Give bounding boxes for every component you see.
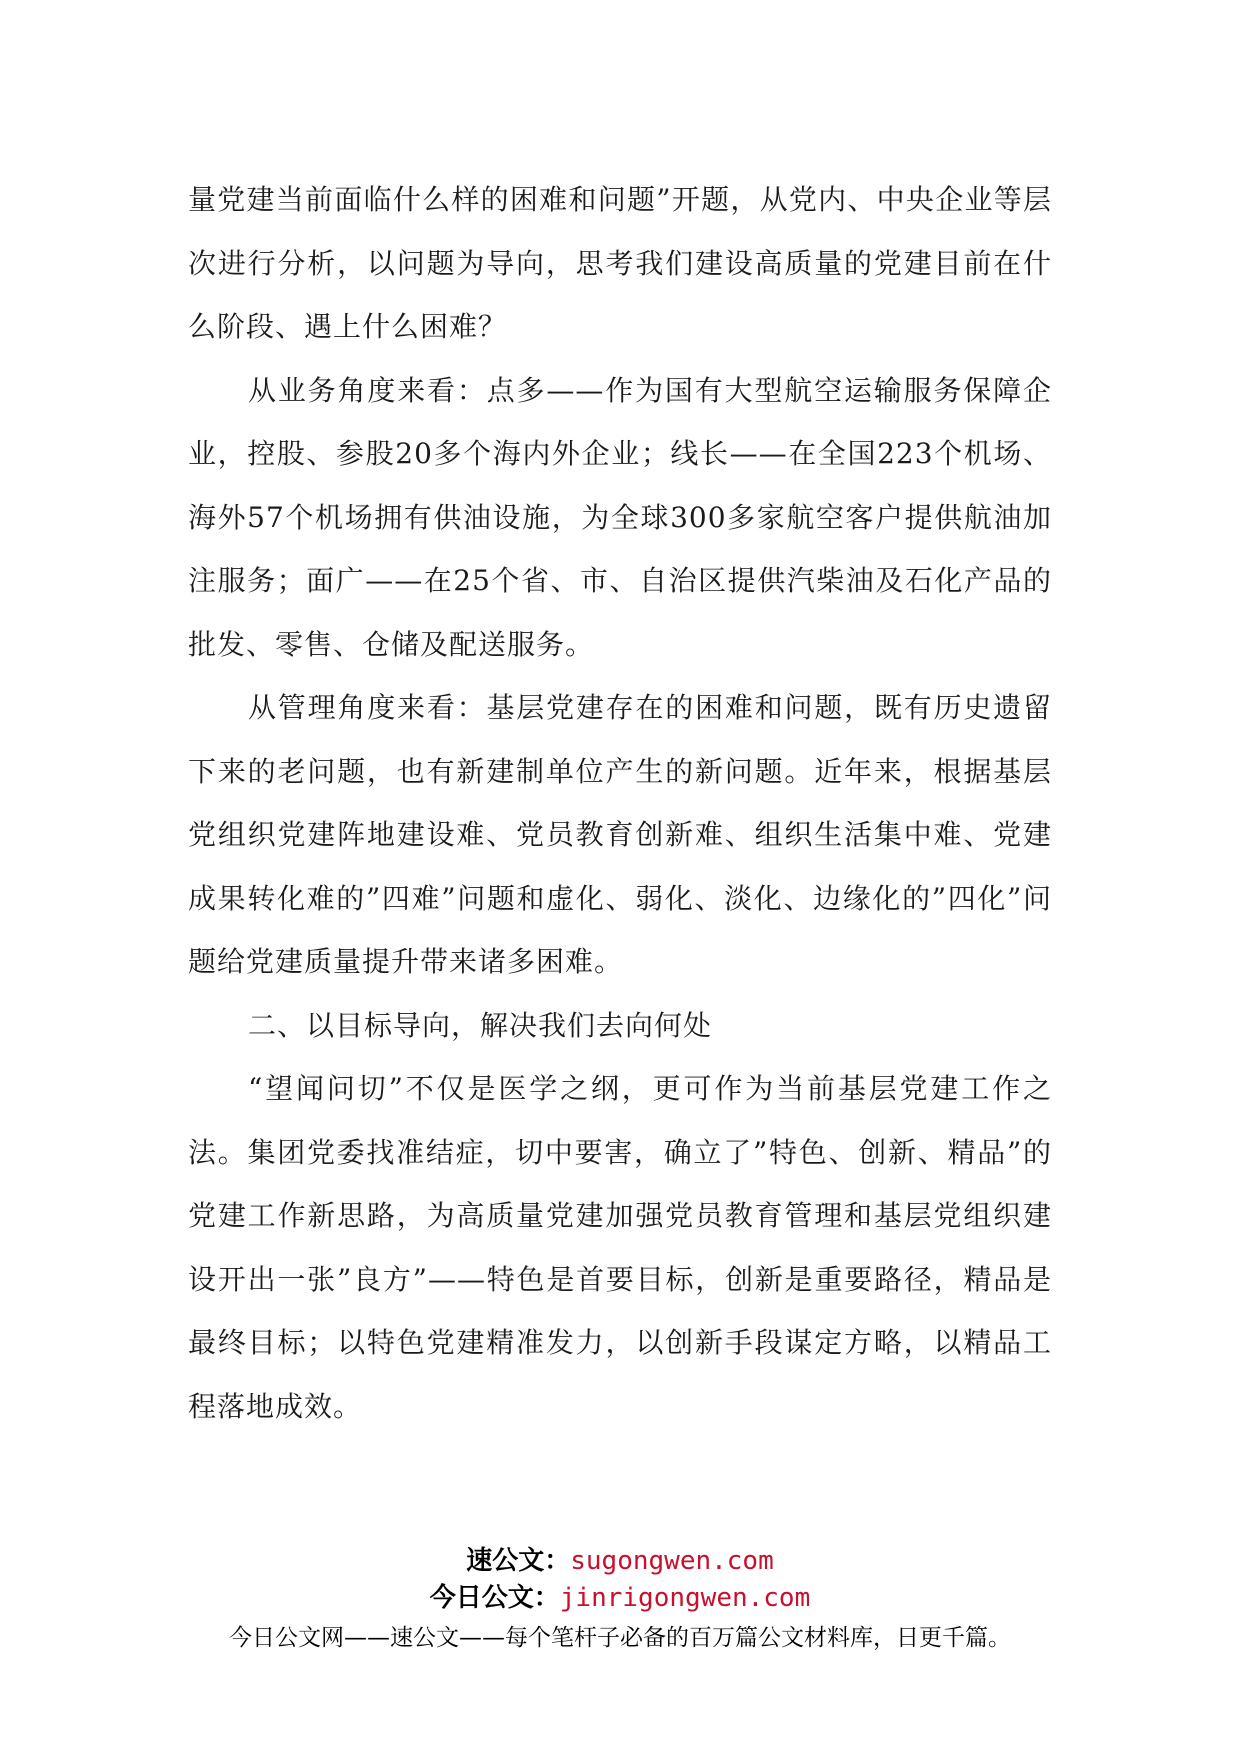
paragraph-business-perspective: 从业务角度来看：点多——作为国有大型航空运输服务保障企业，控股、参股20多个海内外企业；线长——在全国223个机场、海外57个机场拥有供油设施，为全球300多家航空客户提供航油加注服务；面广——在25个省、市、自治区提供汽柴油及石化产品的批发、零售、仓储及配送服务。 <box>188 373 1052 661</box>
section-heading: 二、以目标导向，解决我们去向何处 <box>248 1008 713 1042</box>
paragraph-continuation: 量党建当前面临什么样的困难和问题”开题，从党内、中央企业等层次进行分析，以问题为导向，思考我们建设高质量的党建目前在什么阶段、遇上什么困难？ <box>188 183 1052 343</box>
footer-slogan: 今日公文网——速公文——每个笔杆子必备的百万篇公文材料库，日更千篇。 <box>229 1625 1011 1651</box>
footer-sugongwen <box>0 1540 1240 1577</box>
footer-jinrigongwen-label: 今日公文： <box>429 1583 560 1613</box>
footer-sugongwen-label: 速公文： <box>466 1546 571 1576</box>
document-body <box>188 168 1052 1438</box>
footer-jinrigongwen <box>0 1577 1240 1614</box>
footer-jinrigongwen-link[interactable]: jinrigongwen.com <box>559 1583 811 1613</box>
paragraph-management-perspective: 从管理角度来看：基层党建存在的困难和问题，既有历史遗留下来的老问题，也有新建制单位产生的新问题。近年来，根据基层党组织党建阵地建设难、党员教育创新难、组织生活集中难、党建成果转化难的”四难”问题和虚化、弱化、淡化、边缘化的”四化”问题给党建质量提升带来诸多困难。 <box>188 691 1052 978</box>
footer-sugongwen-link[interactable]: sugongwen.com <box>570 1546 774 1576</box>
paragraph-goal-orientation: “望闻问切”不仅是医学之纲，更可作为当前基层党建工作之法。集团党委找准结症，切中要害，确立了”特色、创新、精品”的党建工作新思路，为高质量党建加强党员教育管理和基层党组织建设开出一张”良方”——特色是首要目标，创新是重要路径，精品是最终目标；以特色党建精准发力，以创新手段谋定方略，以精品工程落地成效。 <box>188 1072 1052 1423</box>
